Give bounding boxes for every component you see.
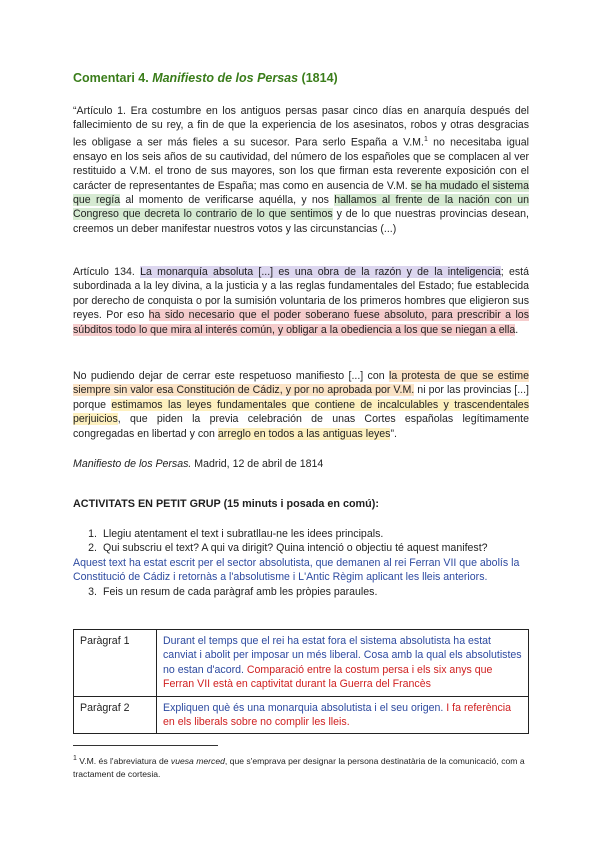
- row-summary: Expliquen què és una monarquia absolutista i el seu origen. I fa referència en els liberals sobre no complir les lleis.: [157, 696, 529, 734]
- answer-2: Aquest text ha estat escrit per el sector absolutista, que demanen al rei Ferran VII que abolís la Constitució de Cádiz i retornàs a l'absolutisme i L'Antic Règim aplicant les lleis anteriors.: [73, 556, 520, 584]
- activities-heading: ACTIVITATS EN PETIT GRUP (15 minuts i posada en comú):: [73, 498, 379, 510]
- text-paragraph-2: [73, 265, 529, 337]
- highlighted-text: La monarquía absoluta [...] es una obra de la razón y de la inteligencia: [140, 266, 501, 278]
- page-title: Comentari 4. Manifiesto de los Persas (1814): [73, 71, 338, 85]
- question-1: 1. Llegiu atentament el text i subratllau-ne les idees principals.: [88, 528, 384, 540]
- text-run: , que piden la previa celebración de unas Cortes españolas legítimamente congregadas en libertad y con: [73, 413, 529, 440]
- text-run: ; está subordinada a la ley divina, a la justicia y a las reglas fundamentales del Estado; fue establecida por derecho de conquista o por la sumisión voluntaria de los primeros hombres que eligieron sus reyes. Por eso: [73, 266, 529, 322]
- highlighted-text: estimamos las leyes fundamentales que contiene de incalculables y trascendentales perjuicios: [73, 398, 529, 426]
- highlighted-text: arreglo en todos a las antiguas leyes: [217, 427, 391, 440]
- footnote-divider: [73, 745, 218, 746]
- highlighted-text: la protesta de que se estime siempre sin valor esa Constitución de Cádiz, y por no aprobada por V.M.: [73, 370, 529, 397]
- text-run: No pudiendo dejar de cerrar este respetuoso manifiesto [...] con: [73, 370, 389, 382]
- text-run: y de lo que nuestras provincias desean, creemos un deber manifestar nuestros votos y las circunstancias (...): [73, 208, 529, 235]
- source-citation: Manifiesto de los Persas. Madrid, 12 de abril de 1814: [73, 458, 324, 470]
- text-run: ni por las provincias [...] porque: [73, 384, 530, 411]
- row-label: Paràgraf 2: [74, 696, 157, 734]
- row-label: Paràgraf 1: [74, 630, 157, 697]
- footnote-ref: 1: [423, 135, 428, 143]
- text-run: .: [515, 323, 519, 336]
- text-run: no necesitaba igual ensayo en los seis años de su cautividad, del número de los españoles que se complacen al ver restituido a V.M. el trono de sus mayores, son los que firman esta reverente exposición con el carácter de representantes de España; mas como en ausencia de V.M.: [73, 136, 529, 192]
- text-run: Artículo 134.: [73, 266, 141, 278]
- question-3: 3. Feis un resum de cada paràgraf amb les pròpies paraules.: [88, 585, 378, 598]
- text-run: al momento de verificarse aquélla, y nos: [120, 193, 335, 206]
- row-summary: Durant el temps que el rei ha estat fora el sistema absolutista ha estat canviat i abolit per imposar un més liberal. Cosa amb la qual els absolutistes no estan d'acord. Comparació entre la costum persa i els six anys que Ferran VII està en captivitat durant la Guerra del Francès: [157, 630, 529, 697]
- highlighted-text: se ha mudado el sistema que regía: [73, 179, 529, 206]
- highlighted-text: ha sido necesario que el poder soberano fuese absoluto, para prescribir a los súbditos todo lo que mira al interés común, y obligar a la obediencia a los que se niegan a ella: [73, 309, 529, 336]
- text-run: “Artículo 1. Era costumbre en los antiguos persas pasar cinco días en anarquía después del fallecimiento de su rey, a fin de que la experiencia de los asesinatos, robos y otras desgracias les obligase a ser más fieles a su sucesor. Para serlo España a V.M.: [73, 105, 529, 149]
- highlighted-text: hallamos al frente de la nación con un Congreso que decreta lo contrario de lo que sentimos: [73, 193, 530, 221]
- text-paragraph-3: [73, 369, 529, 441]
- table-row: [74, 630, 529, 697]
- summary-table: [73, 629, 529, 734]
- question-2: 2. Qui subscriu el text? A qui va dirigit? Quina intenció o objectiu té aquest manifest?: [88, 542, 488, 555]
- activity-list: [73, 527, 529, 599]
- footnote: $^1$ V.M. és l'abreviatura de vuesa merced, que s'emprava per designar la persona destinatària de la comunicació, com a tractament de cortesia.: [73, 755, 525, 779]
- table-row: [74, 696, 529, 734]
- text-run: ”.: [390, 427, 397, 440]
- text-paragraph-1: [73, 104, 529, 236]
